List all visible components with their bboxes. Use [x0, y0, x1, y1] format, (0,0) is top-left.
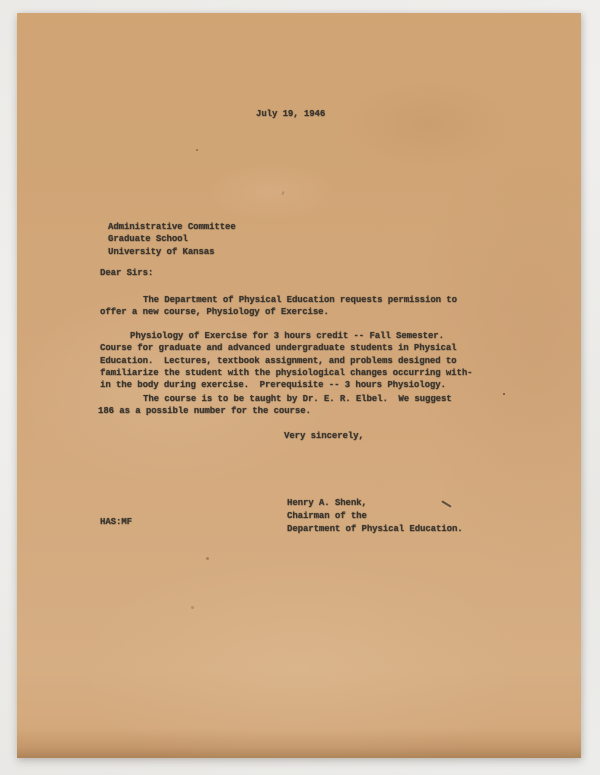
signature-name: Henry A. Shenk,	[287, 498, 367, 508]
paper-speck	[281, 191, 284, 195]
paragraph-line: offer a new course, Physiology of Exercise.	[100, 307, 329, 318]
paper-speck	[503, 393, 505, 395]
address-line: Administrative Committee	[108, 222, 236, 232]
paper-speck	[206, 557, 209, 560]
paragraph-line: Education. Lectures, textbook assignment, and problems designed to	[100, 355, 457, 366]
paragraph-line: The Department of Physical Education requests permission to	[143, 295, 457, 305]
signature-block	[287, 497, 463, 536]
salutation: Dear Sirs:	[100, 268, 154, 278]
signature-department: Department of Physical Education.	[287, 523, 463, 534]
paragraph-line: The course is to be taught by Dr. E. R. Elbel. We suggest	[143, 394, 452, 404]
signature-title: Chairman of the	[287, 510, 367, 521]
paper-speck	[196, 149, 198, 151]
address-line: Graduate School	[108, 234, 188, 245]
paragraph-line: familiarize the student with the physiological changes occurring with-	[100, 367, 473, 378]
typist-reference: HAS:MF	[100, 517, 132, 527]
letter-date: July 19, 1946	[256, 109, 326, 119]
paragraph-1	[100, 294, 457, 319]
paper-speck	[191, 606, 194, 609]
letter-page	[17, 13, 581, 758]
closing-phrase: Very sincerely,	[284, 431, 364, 441]
paragraph-line: in the body during exercise. Prerequisite -- 3 hours Physiology.	[100, 380, 446, 390]
address-line: University of Kansas	[108, 246, 215, 257]
paragraph-2	[100, 330, 472, 391]
paragraph-line: Course for graduate and advanced undergraduate students in Physical	[100, 343, 457, 354]
paragraph-line: 186 as a possible number for the course.	[98, 406, 311, 417]
paragraph-3	[98, 393, 452, 418]
paragraph-line: Physiology of Exercise for 3 hours credit -- Fall Semester.	[130, 331, 444, 341]
recipient-address	[108, 221, 236, 258]
